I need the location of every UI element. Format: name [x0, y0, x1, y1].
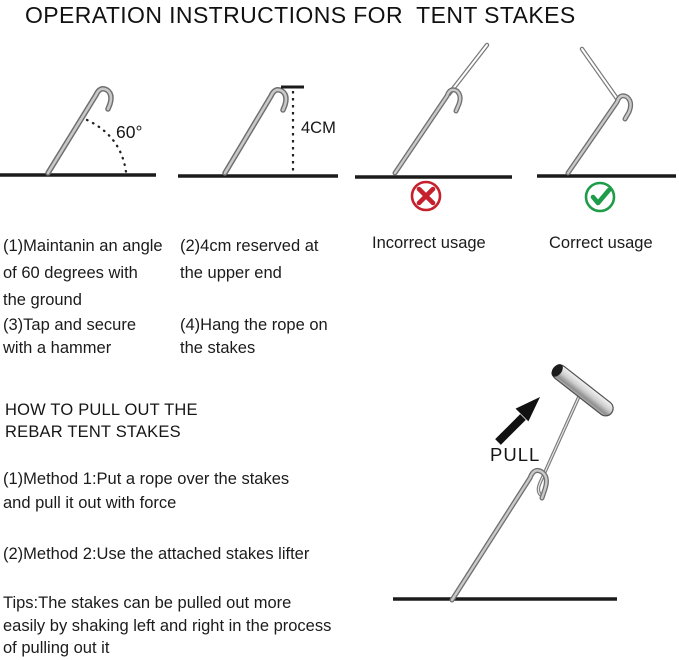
page-title: OPERATION INSTRUCTIONS FOR TENT STAKES: [25, 2, 576, 28]
depth-label: 4CM: [301, 119, 336, 137]
lifter-handle-icon: [549, 362, 616, 419]
incorrect-usage-diagram-icon: [340, 40, 510, 220]
pull-section-heading: [5, 400, 198, 443]
correct-check-icon: [586, 183, 614, 211]
tips-line: Tips:The stakes can be pulled out more: [3, 594, 292, 612]
tips-line: easily by shaking left and right in the process: [3, 616, 332, 635]
method-line: (1)Method 1:Put a rope over the stakes: [3, 470, 290, 488]
angle-diagram-icon: [0, 60, 170, 220]
pull-arrow-icon: [498, 397, 540, 442]
heading-line: REBAR TENT STAKES: [5, 422, 181, 441]
instruction-step1: [3, 233, 175, 314]
instruction-line: (1)Maintanin an angle: [3, 237, 163, 255]
method-line: and pull it out with force: [3, 494, 177, 512]
stake-icon: [48, 89, 111, 173]
rope-highlight: [582, 49, 618, 100]
stake-highlight: [568, 96, 631, 173]
heading-line: HOW TO PULL OUT THE: [5, 401, 198, 419]
instruction-line: (3)Tap and secure: [3, 316, 136, 334]
tips-text: [3, 592, 331, 660]
method2-text: (2)Method 2:Use the attached stakes lifter: [3, 545, 310, 563]
stake-highlight: [395, 90, 460, 173]
instruction-line: of 60 degrees with: [3, 264, 138, 282]
incorrect-x-icon: [412, 182, 440, 210]
instruction-line: with a hammer: [3, 339, 112, 357]
pull-label: PULL: [490, 444, 541, 465]
instruction-step3: [3, 314, 163, 360]
correct-usage-diagram-icon: [510, 40, 679, 220]
instruction-line: (4)Hang the rope on: [180, 316, 328, 334]
tips-line: of pulling out it: [3, 639, 110, 657]
correct-usage-caption: Correct usage: [549, 234, 653, 252]
instruction-line: the stakes: [180, 339, 256, 357]
depth-diagram-icon: [170, 60, 340, 220]
rope-highlight: [449, 45, 487, 94]
instruction-step4: [180, 314, 350, 360]
instruction-step2: [180, 233, 340, 287]
instruction-line: (2)4cm reserved at: [180, 237, 319, 255]
instruction-line: the ground: [3, 291, 82, 309]
stake-icon: [452, 470, 546, 600]
method1-text: [3, 467, 289, 515]
angle-label: 60°: [116, 122, 143, 142]
incorrect-usage-caption: Incorrect usage: [372, 234, 486, 252]
stake-icon: [225, 90, 286, 173]
pull-out-diagram-icon: [380, 360, 679, 610]
instruction-line: the upper end: [180, 264, 282, 282]
